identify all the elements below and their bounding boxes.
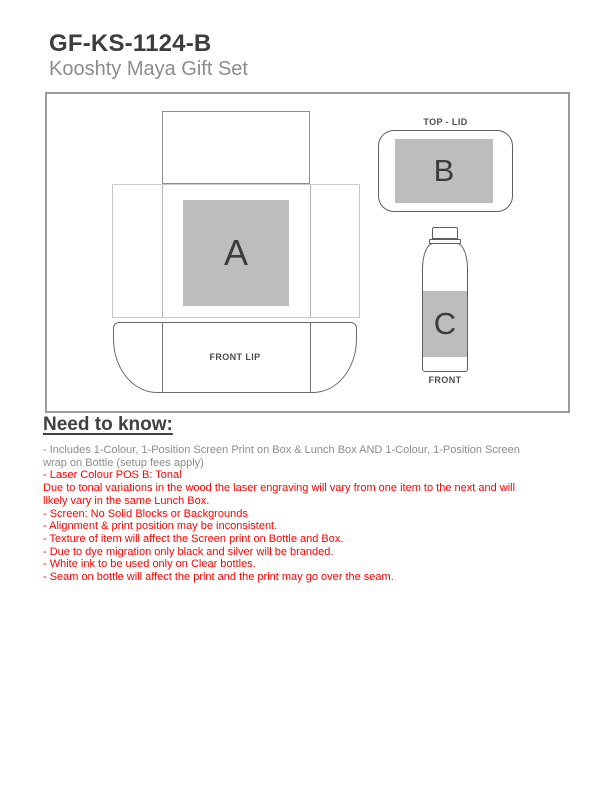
note-line: wrap on Bottle (setup fees apply) [43, 456, 204, 469]
note-line: - Includes 1-Colour, 1-Position Screen Print on Box & Lunch Box AND 1-Colour, 1-Position Screen [43, 444, 520, 456]
note-line: - Texture of item will affect the Screen print on Bottle and Box. [43, 532, 344, 545]
position-b-label: B [433, 153, 455, 188]
position-a-label: A [223, 232, 248, 273]
bottle-front-label: FRONT [428, 375, 462, 385]
note-line: - Due to dye migration only black and silver will be branded. [43, 545, 334, 558]
fold-line [162, 185, 163, 317]
position-c-label: C [433, 306, 457, 341]
print-position-c [423, 291, 467, 357]
note-line: - White ink to be used only on Clear bottles. [43, 558, 256, 571]
note-line: Due to tonal variations in the wood the laser engraving will vary from one item to the next and will [43, 482, 516, 495]
box-top-flap [162, 111, 310, 184]
need-to-know-heading: Need to know: [43, 414, 173, 435]
front-lip-label: FRONT LIP [209, 352, 261, 362]
notes-list [43, 444, 583, 584]
bottle-outline [422, 243, 468, 372]
bottle-cap [432, 227, 458, 239]
note-line: - Laser Colour POS B: Tonal [43, 469, 182, 482]
note-line: likely vary in the same Lunch Box. [43, 494, 210, 507]
note-line: - Alignment & print position may be inconsistent. [43, 520, 278, 533]
print-position-a [183, 200, 289, 306]
product-name: Kooshty Maya Gift Set [49, 58, 248, 80]
fold-line [310, 185, 311, 317]
top-lid-label: TOP - LID [423, 117, 468, 127]
print-position-b [395, 139, 493, 203]
note-line: - Screen: No Solid Blocks or Backgrounds [43, 507, 248, 520]
product-code: GF-KS-1124-B [49, 30, 212, 57]
note-line: - Seam on bottle will affect the print and the print may go over the seam. [43, 571, 394, 584]
diagram-panel [45, 92, 570, 413]
